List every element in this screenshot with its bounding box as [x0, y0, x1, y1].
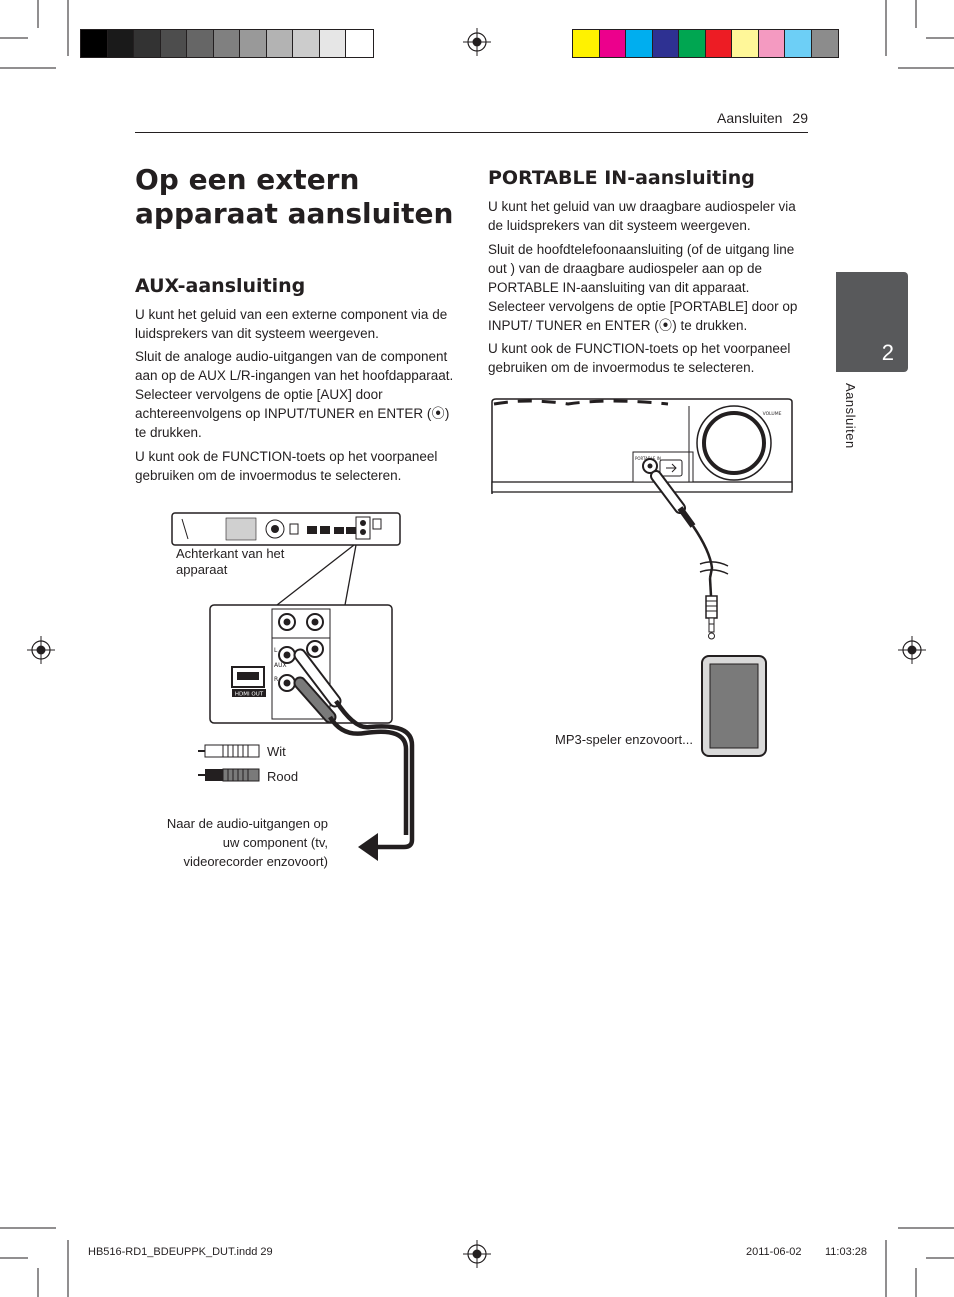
footer-time: 11:03:28: [825, 1246, 868, 1258]
aux-heading: AUX-aansluiting: [135, 275, 306, 297]
volume-label: VOLUME: [762, 412, 782, 417]
aux-label: AUX: [274, 662, 287, 669]
portable-paragraph-1: U kunt het geluid van uw draagbare audiospeler via de luidsprekers van dit systeem weergeven.: [488, 199, 796, 233]
mp3-player-icon: [702, 656, 766, 756]
portable-paragraph-3: U kunt ook de FUNCTION-toets op het voorpaneel gebruiken om de invoermodus te selecteren.: [488, 341, 791, 375]
aux-paragraph-3: U kunt ook de FUNCTION-toets op het voorpaneel gebruiken om de invoermodus te selecteren.: [135, 449, 438, 483]
aux-paragraph-1: U kunt het geluid van een externe component via de luidsprekers van dit systeem weergeven.: [135, 307, 448, 341]
chapter-number: 2: [881, 340, 894, 365]
to-outputs-label: Naar de audio-uitgangen op uw component (tv, videorecorder enzovoort): [166, 816, 328, 869]
portable-in-label: PORTABLE IN: [635, 456, 661, 461]
gray-swatch-10: [346, 30, 373, 57]
color-swatch-7: [759, 30, 786, 57]
rear-panel-label: Achterkant van het apparaat: [176, 546, 285, 577]
white-plug-icon: [198, 745, 259, 757]
r-label: R: [274, 676, 279, 683]
color-swatch-5: [706, 30, 733, 57]
registration-mark-top-icon: [463, 28, 491, 56]
color-swatch-6: [732, 30, 759, 57]
red-label: Rood: [267, 769, 299, 784]
section-label: Aansluiten: [717, 110, 783, 126]
page-title: Op een extern apparaat aansluiten: [135, 163, 454, 230]
gray-swatch-8: [293, 30, 320, 57]
gray-swatch-6: [240, 30, 267, 57]
registration-mark-bottom-icon: [463, 1240, 491, 1268]
header-rule: [135, 132, 808, 133]
portable-connection-diagram: [488, 396, 798, 761]
gray-swatch-5: [214, 30, 241, 57]
portable-heading: PORTABLE IN-aansluiting: [488, 167, 755, 189]
red-plug-icon: [198, 769, 259, 781]
color-swatch-3: [653, 30, 680, 57]
footer-file: HB516-RD1_BDEUPPK_DUT.indd 29: [88, 1246, 273, 1258]
footer-date: 2011-06-02: [746, 1246, 802, 1258]
color-swatch-9: [812, 30, 839, 57]
portable-paragraph-2: Sluit de hoofdtelefoonaansluiting (of de uitgang line out ) van de draagbare audiospeler aan op de PORTABLE IN-aansluiting van dit apparaat. Selecteer vervolgens de optie [PORTABLE] door op INPUT/ TUNER en ENTER (⦿) te drukken.: [488, 242, 798, 333]
gray-swatch-2: [134, 30, 161, 57]
color-swatch-0: [573, 30, 600, 57]
gray-swatch-4: [187, 30, 214, 57]
front-panel-icon: [492, 399, 792, 494]
headphone-plug-icon: [706, 596, 717, 639]
chapter-label: Aansluiten: [843, 383, 858, 449]
rear-panel-icon: [172, 513, 400, 545]
registration-mark-left-icon: [27, 636, 55, 664]
white-label: Wit: [267, 744, 286, 759]
hdmi-label: HDMI OUT: [234, 691, 264, 698]
color-bar: [572, 29, 839, 58]
registration-mark-right-icon: [898, 636, 926, 664]
color-swatch-8: [785, 30, 812, 57]
gray-swatch-9: [320, 30, 347, 57]
player-label: MP3-speler enzovoort...: [555, 732, 694, 747]
gray-swatch-7: [267, 30, 294, 57]
chapter-tab: [836, 272, 908, 372]
l-label: L: [274, 647, 278, 654]
aux-paragraph-2: Sluit de analoge audio-uitgangen van de component aan op de AUX L/R-ingangen van het hoofdapparaat. Selecteer vervolgens de optie [AUX] door achtereenvolgens op INPUT/TUNER en ENTER (⦿) te drukken.: [135, 349, 454, 440]
color-swatch-1: [600, 30, 627, 57]
color-swatch-4: [679, 30, 706, 57]
color-swatch-2: [626, 30, 653, 57]
gray-swatch-0: [81, 30, 108, 57]
gray-swatch-1: [108, 30, 135, 57]
grayscale-bar: [80, 29, 374, 58]
page-number: 29: [792, 110, 808, 126]
running-head: [717, 110, 808, 126]
gray-swatch-3: [161, 30, 188, 57]
